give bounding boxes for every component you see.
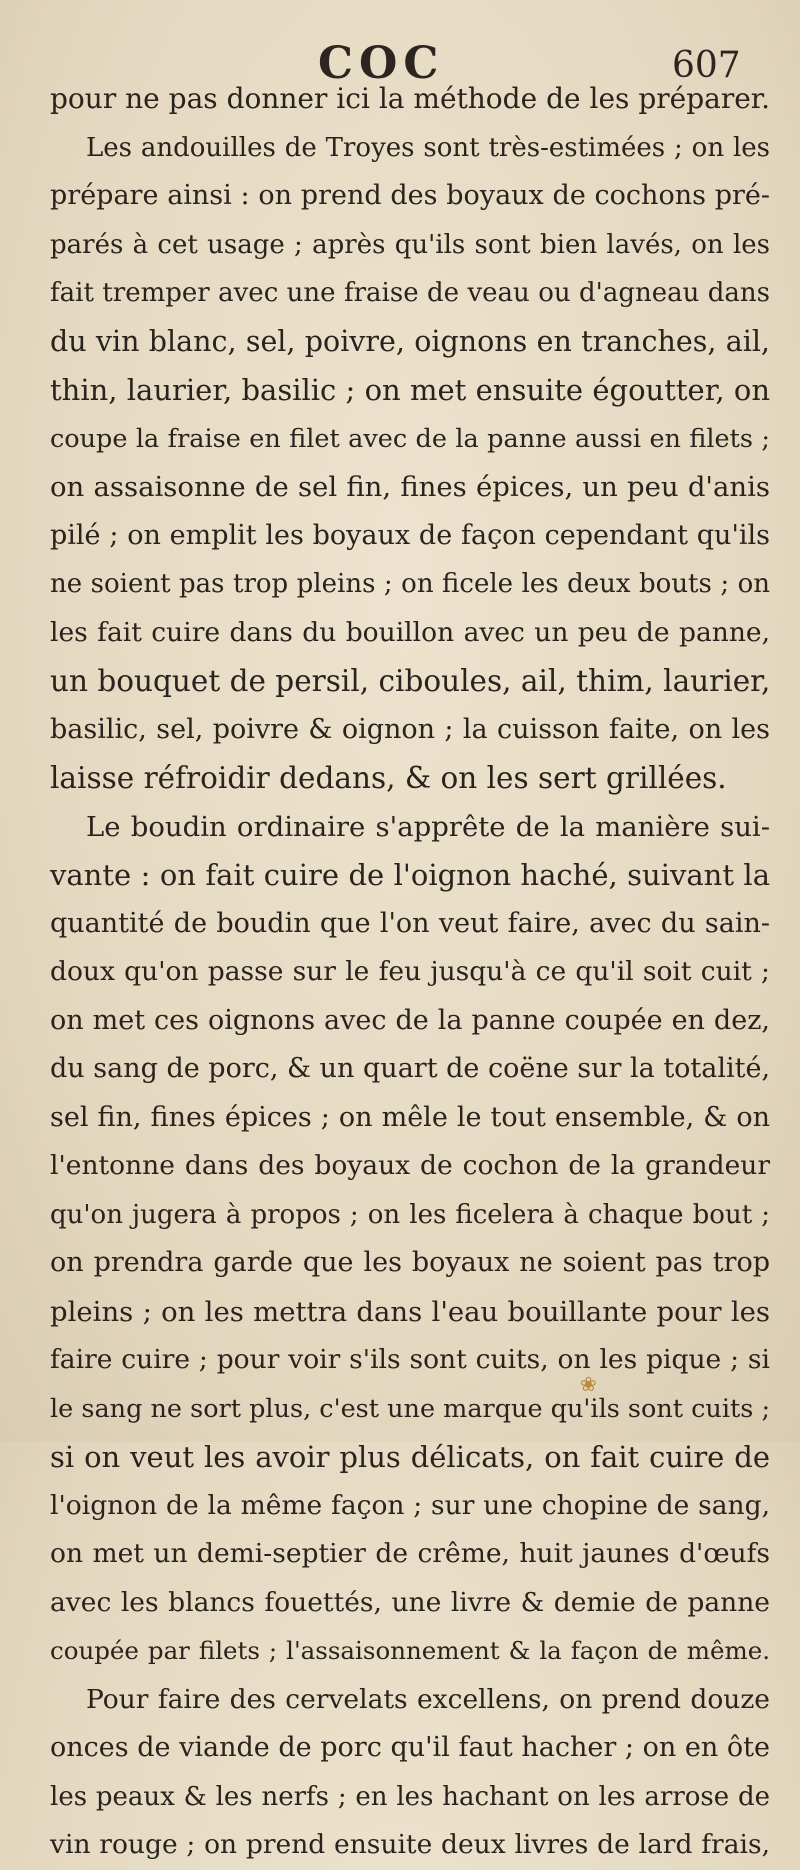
text-line: qu'on jugera à propos ; on les ficelera à chaque bout ; xyxy=(50,1199,770,1230)
running-title: COC xyxy=(318,38,445,89)
text-line: fait tremper avec une fraise de veau ou d'agneau dans xyxy=(50,278,770,308)
text-line: pleins ; on les mettra dans l'eau bouillante pour les xyxy=(50,1295,770,1328)
text-line: coupée par filets ; l'assaisonnement & la façon de même. xyxy=(50,1636,770,1665)
text-line: sel fin, fines épices ; on mêle le tout ensemble, & on xyxy=(50,1101,770,1133)
text-line: Le boudin ordinaire s'apprête de la manière sui- xyxy=(86,810,770,843)
text-line: si on veut les avoir plus délicats, on fait cuire de xyxy=(50,1440,770,1474)
text-line: l'oignon de la même façon ; sur une chopine de sang, xyxy=(50,1489,770,1521)
text-line: avec les blancs fouettés, une livre & demie de panne xyxy=(50,1586,770,1618)
text-line: faire cuire ; pour voir s'ils sont cuits, on les pique ; si xyxy=(50,1344,770,1375)
text-line: laisse réfroidir dedans, & on les sert grillées. xyxy=(50,761,727,795)
text-line: parés à cet usage ; après qu'ils sont bien lavés, on les xyxy=(50,229,770,260)
text-line: on assaisonne de sel fin, fines épices, un peu d'anis xyxy=(50,471,770,503)
text-line: onces de viande de porc qu'il faut hacher ; on en ôte xyxy=(50,1732,770,1763)
body-text xyxy=(50,75,770,1870)
text-line: Pour faire des cervelats excellens, on prend douze xyxy=(86,1683,770,1715)
text-line: vante : on fait cuire de l'oignon haché, suivant la xyxy=(50,858,770,892)
text-line: du vin blanc, sel, poivre, oignons en tranches, ail, xyxy=(50,324,770,358)
text-line: on met un demi-septier de crême, huit jaunes d'œufs xyxy=(50,1538,770,1569)
text-line: Les andouilles de Troyes sont très-estimées ; on les xyxy=(86,132,770,163)
text-line: un bouquet de persil, ciboules, ail, thim, laurier, xyxy=(50,664,771,698)
text-line: on met ces oignons avec de la panne coupée en dez, xyxy=(50,1004,770,1036)
text-line: prépare ainsi : on prend des boyaux de cochons pré- xyxy=(50,180,770,211)
text-line: ne soient pas trop pleins ; on ficele les deux bouts ; on xyxy=(50,569,770,599)
text-line: le sang ne sort plus, c'est une marque qu'ils sont cuits ; xyxy=(50,1393,771,1424)
text-line: quantité de boudin que l'on veut faire, avec du sain- xyxy=(50,907,770,939)
text-line: les fait cuire dans du bouillon avec un peu de panne, xyxy=(50,616,770,648)
text-line: pour ne pas donner ici la méthode de les préparer. xyxy=(50,82,770,115)
text-line: basilic, sel, poivre & oignon ; la cuisson faite, on les xyxy=(50,713,770,745)
text-line: l'entonne dans des boyaux de cochon de la grandeur xyxy=(50,1150,770,1181)
text-line: pilé ; on emplit les boyaux de façon cependant qu'ils xyxy=(50,519,770,551)
text-line: du sang de porc, & un quart de coëne sur la totalité, xyxy=(50,1053,771,1084)
text-line: doux qu'on passe sur le feu jusqu'à ce qu'il soit cuit ; xyxy=(50,956,770,987)
text-line: thin, laurier, basilic ; on met ensuite égoutter, on xyxy=(50,373,770,407)
text-line: coupe la fraise en filet avec de la panne aussi en filets ; xyxy=(50,423,770,454)
ink-blot-mark: ❀ xyxy=(580,1372,597,1396)
page-number: 607 xyxy=(672,45,741,86)
text-line: vin rouge ; on prend ensuite deux livres de lard frais, xyxy=(50,1829,770,1860)
text-line: les peaux & les nerfs ; en les hachant on les arrose de xyxy=(50,1781,770,1812)
text-line: on prendra garde que les boyaux ne soient pas trop xyxy=(50,1247,770,1278)
